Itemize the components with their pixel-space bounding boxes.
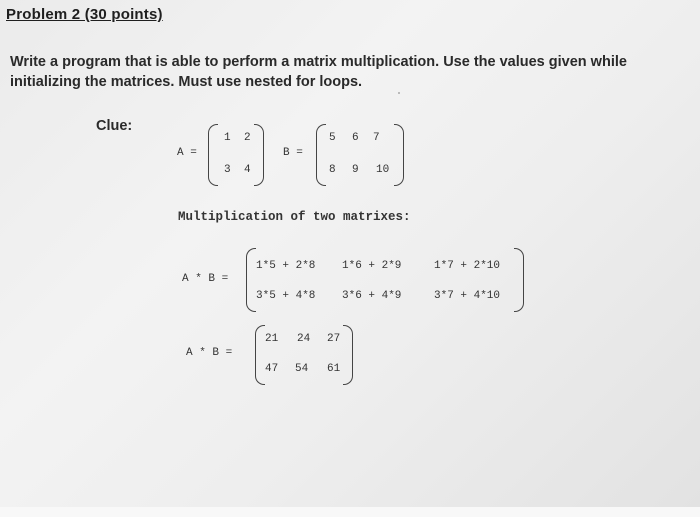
- right-bracket: [343, 325, 353, 385]
- product-expanded-cell: 1*6 + 2*9: [342, 260, 402, 272]
- matrix-b-cell: 6: [352, 132, 359, 144]
- description-line-2: initializing the matrices. Must use nested for loops.: [10, 74, 363, 90]
- matrix-b: [316, 124, 404, 186]
- matrix-b-cell: 8: [329, 164, 336, 176]
- product-expanded-label: A * B =: [182, 273, 229, 285]
- product-expanded-cell: 3*5 + 4*8: [256, 290, 316, 302]
- product-result-label: A * B =: [186, 347, 233, 359]
- matrix-a-cell: 2: [244, 132, 251, 144]
- left-bracket: [246, 248, 256, 312]
- product-result-cell: 61: [327, 363, 341, 375]
- problem-title: Problem 2 (30 points): [6, 6, 163, 23]
- matrix-b-label: B =: [283, 147, 303, 159]
- matrix-a-cell: 3: [224, 164, 231, 176]
- right-bracket: [394, 124, 404, 186]
- left-bracket: [316, 124, 326, 186]
- product-expanded-cell: 3*6 + 4*9: [342, 290, 402, 302]
- right-bracket: [254, 124, 264, 186]
- matrix-a-cell: 1: [224, 132, 231, 144]
- problem-description: [10, 52, 690, 92]
- matrix-b-cell: 7: [373, 132, 380, 144]
- product-result-cell: 21: [265, 333, 279, 345]
- description-line-1: Write a program that is able to perform a matrix multiplication. Use the values given while: [10, 54, 627, 70]
- matrix-a-cell: 4: [244, 164, 251, 176]
- product-expanded-cell: 1*5 + 2*8: [256, 260, 316, 272]
- matrix-b-cell: 5: [329, 132, 336, 144]
- left-bracket: [208, 124, 218, 186]
- matrix-b-cell: 9: [352, 164, 359, 176]
- matrix-a: [208, 124, 264, 186]
- multiplication-heading: Multiplication of two matrixes:: [178, 210, 411, 224]
- product-result-cell: 47: [265, 363, 279, 375]
- matrix-b-cell: 10: [376, 164, 390, 176]
- product-result-cell: 27: [327, 333, 341, 345]
- clue-label: Clue:: [96, 118, 133, 134]
- product-expanded-matrix: [246, 248, 524, 312]
- product-expanded-cell: 1*7 + 2*10: [434, 260, 501, 272]
- product-result-cell: 54: [295, 363, 309, 375]
- matrix-a-label: A =: [177, 147, 197, 159]
- product-result-matrix: [255, 325, 353, 385]
- product-expanded-cell: 3*7 + 4*10: [434, 290, 501, 302]
- stray-mark: [398, 92, 400, 94]
- right-bracket: [514, 248, 524, 312]
- product-result-cell: 24: [297, 333, 311, 345]
- bottom-edge: [0, 507, 700, 517]
- left-bracket: [255, 325, 265, 385]
